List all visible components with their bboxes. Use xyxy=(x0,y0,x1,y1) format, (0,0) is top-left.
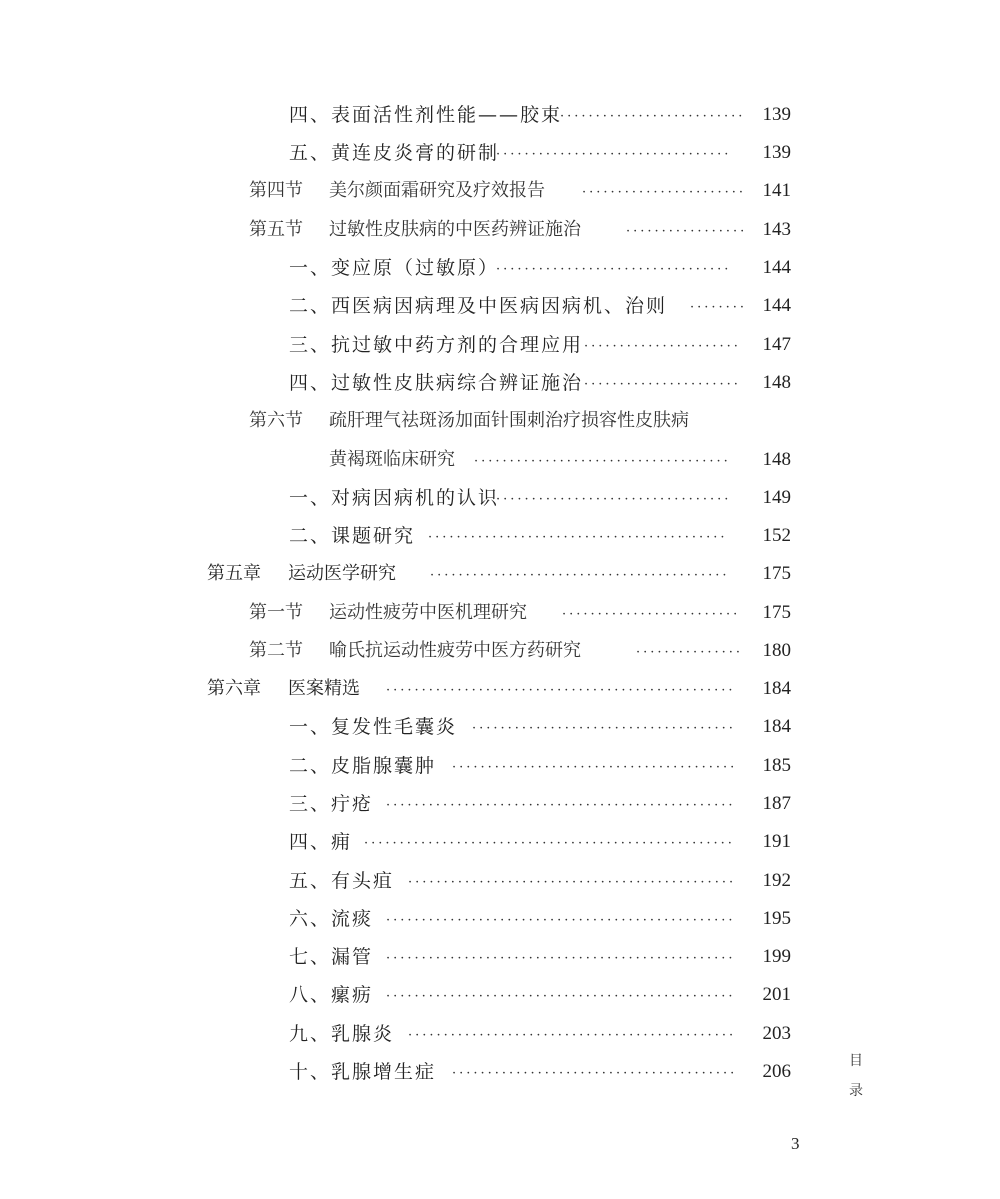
toc-entry xyxy=(0,632,1000,670)
toc-entry xyxy=(0,976,1000,1014)
toc-entry-title: 医案精选 xyxy=(288,678,360,699)
toc-entry xyxy=(0,785,1000,823)
toc-entry-number: 第六章 xyxy=(207,678,261,699)
toc-entry-number: 第二节 xyxy=(249,640,303,661)
toc-page-number: 180 xyxy=(762,640,791,661)
toc-leader-dots: ····································· xyxy=(472,721,736,736)
toc-entry-title: 三、疔疮 xyxy=(289,793,374,815)
toc-page-number: 149 xyxy=(762,487,791,508)
toc-leader-dots: ························· xyxy=(562,607,741,622)
toc-leader-dots: ···································· xyxy=(474,454,731,469)
toc-entry xyxy=(0,823,1000,861)
toc-entry xyxy=(0,364,1000,402)
toc-page-number: 195 xyxy=(762,908,791,929)
toc-entry xyxy=(0,211,1000,249)
toc-entry xyxy=(0,1015,1000,1053)
toc-entry-title: 一、对病因病机的认识 xyxy=(289,487,500,509)
toc-leader-dots: ································· xyxy=(496,492,732,507)
toc-entry-title: 四、表面活性剂性能——胶束 xyxy=(289,104,563,126)
toc-entry-title: 运动性疲劳中医机理研究 xyxy=(329,602,527,623)
toc-entry xyxy=(0,747,1000,785)
toc-leader-dots: ···················································· xyxy=(364,836,735,851)
toc-page-number: 143 xyxy=(762,219,791,240)
toc-page-number: 148 xyxy=(762,372,791,393)
toc-page-number: 147 xyxy=(762,334,791,355)
toc-leader-dots: ·············································· xyxy=(408,1028,737,1043)
toc-leader-dots: ················································· xyxy=(386,951,736,966)
toc-page-number: 191 xyxy=(762,831,791,852)
toc-entry xyxy=(0,594,1000,632)
toc-entry-title: 五、黄连皮炎膏的研制 xyxy=(289,142,500,164)
toc-entry-number: 第五节 xyxy=(249,219,303,240)
toc-page-number: 187 xyxy=(762,793,791,814)
toc-page-number: 192 xyxy=(762,870,791,891)
toc-entry-title: 美尔颜面霜研究及疗效报告 xyxy=(329,180,545,201)
toc-entry xyxy=(0,517,1000,555)
toc-leader-dots: ······················ xyxy=(584,377,741,392)
toc-entry xyxy=(0,708,1000,746)
toc-page-number: 184 xyxy=(762,678,791,699)
toc-page-number: 199 xyxy=(762,946,791,967)
toc-leader-dots: ······················ xyxy=(584,339,741,354)
toc-entry-title: 二、皮脂腺囊肿 xyxy=(289,755,437,777)
side-title-char: 目 xyxy=(849,1053,863,1069)
toc-page-number: 139 xyxy=(762,142,791,163)
toc-entry xyxy=(0,287,1000,325)
toc-page-number: 184 xyxy=(762,716,791,737)
toc-entry-title: 三、抗过敏中药方剂的合理应用 xyxy=(289,334,584,356)
toc-entry-number: 第一节 xyxy=(249,602,303,623)
toc-leader-dots: ··············· xyxy=(636,645,743,660)
toc-leader-dots: ················································· xyxy=(386,913,736,928)
toc-entry-title: 一、变应原（过敏原） xyxy=(289,257,500,279)
toc-entry xyxy=(0,134,1000,172)
toc-entry-number: 第六节 xyxy=(249,410,303,431)
toc-entry xyxy=(0,555,1000,593)
toc-entry xyxy=(0,900,1000,938)
toc-entry xyxy=(0,441,1000,479)
toc-page-number: 175 xyxy=(762,563,791,584)
toc-leader-dots: ······················· xyxy=(582,185,747,200)
toc-entry xyxy=(0,862,1000,900)
toc-entry-title: 四、过敏性皮肤病综合辨证施治 xyxy=(289,372,584,394)
toc-entry xyxy=(0,402,1000,440)
toc-leader-dots: ················· xyxy=(626,224,748,239)
toc-entry-title: 二、课题研究 xyxy=(289,525,416,547)
toc-entry-title: 七、漏管 xyxy=(289,946,374,968)
toc-entry-title: 二、西医病因病理及中医病因病机、治则 xyxy=(289,295,668,317)
toc-page-number: 148 xyxy=(762,449,791,470)
toc-page-number: 139 xyxy=(762,104,791,125)
toc-page-number: 185 xyxy=(762,755,791,776)
toc-leader-dots: ········································ xyxy=(452,1066,738,1081)
toc-leader-dots: ················································· xyxy=(386,798,736,813)
toc-entry xyxy=(0,670,1000,708)
toc-leader-dots: ································· xyxy=(496,147,732,162)
toc-page-number: 203 xyxy=(762,1023,791,1044)
toc-entry xyxy=(0,479,1000,517)
toc-leader-dots: ································· xyxy=(496,262,732,277)
toc-entry-title: 八、瘰疬 xyxy=(289,984,374,1006)
toc-leader-dots: ·········································· xyxy=(430,568,730,583)
toc-entry-title: 九、乳腺炎 xyxy=(289,1023,395,1045)
toc-page-number: 144 xyxy=(762,295,791,316)
toc-leader-dots: ·························· xyxy=(560,109,746,124)
toc-entry-title: 黄褐斑临床研究 xyxy=(329,449,455,470)
toc-entry-title: 四、痈 xyxy=(289,831,353,853)
toc-entry-number: 第四节 xyxy=(249,180,303,201)
toc-entry-title: 过敏性皮肤病的中医药辨证施治 xyxy=(329,219,581,240)
toc-entry-title: 六、流痰 xyxy=(289,908,374,930)
toc-entry xyxy=(0,326,1000,364)
toc-entry xyxy=(0,938,1000,976)
toc-page-number: 206 xyxy=(762,1061,791,1082)
toc-entry xyxy=(0,96,1000,134)
toc-page-number: 201 xyxy=(762,984,791,1005)
toc-page-number: 144 xyxy=(762,257,791,278)
toc-leader-dots: ················································· xyxy=(386,683,736,698)
toc-entry-title: 五、有头疽 xyxy=(289,870,395,892)
toc-page-number: 141 xyxy=(762,180,791,201)
page-number: 3 xyxy=(791,1134,800,1153)
toc-entry-title: 疏肝理气祛斑汤加面针围刺治疗损容性皮肤病 xyxy=(329,410,689,431)
toc-leader-dots: ·········································· xyxy=(428,530,728,545)
toc-entry xyxy=(0,249,1000,287)
toc-page-number: 152 xyxy=(762,525,791,546)
toc-leader-dots: ················································· xyxy=(386,989,736,1004)
toc-entry-title: 喻氏抗运动性疲劳中医方药研究 xyxy=(329,640,581,661)
toc-leader-dots: ·············································· xyxy=(408,875,737,890)
toc-entry-title: 运动医学研究 xyxy=(288,563,396,584)
toc-entry-number: 第五章 xyxy=(207,563,261,584)
toc-leader-dots: ········ xyxy=(690,300,748,315)
toc-entry xyxy=(0,172,1000,210)
toc-page-number: 175 xyxy=(762,602,791,623)
side-title-char: 录 xyxy=(849,1083,863,1099)
toc-leader-dots: ········································ xyxy=(452,760,738,775)
toc-entry-title: 一、复发性毛囊炎 xyxy=(289,716,458,738)
toc-entry-title: 十、乳腺增生症 xyxy=(289,1061,437,1083)
